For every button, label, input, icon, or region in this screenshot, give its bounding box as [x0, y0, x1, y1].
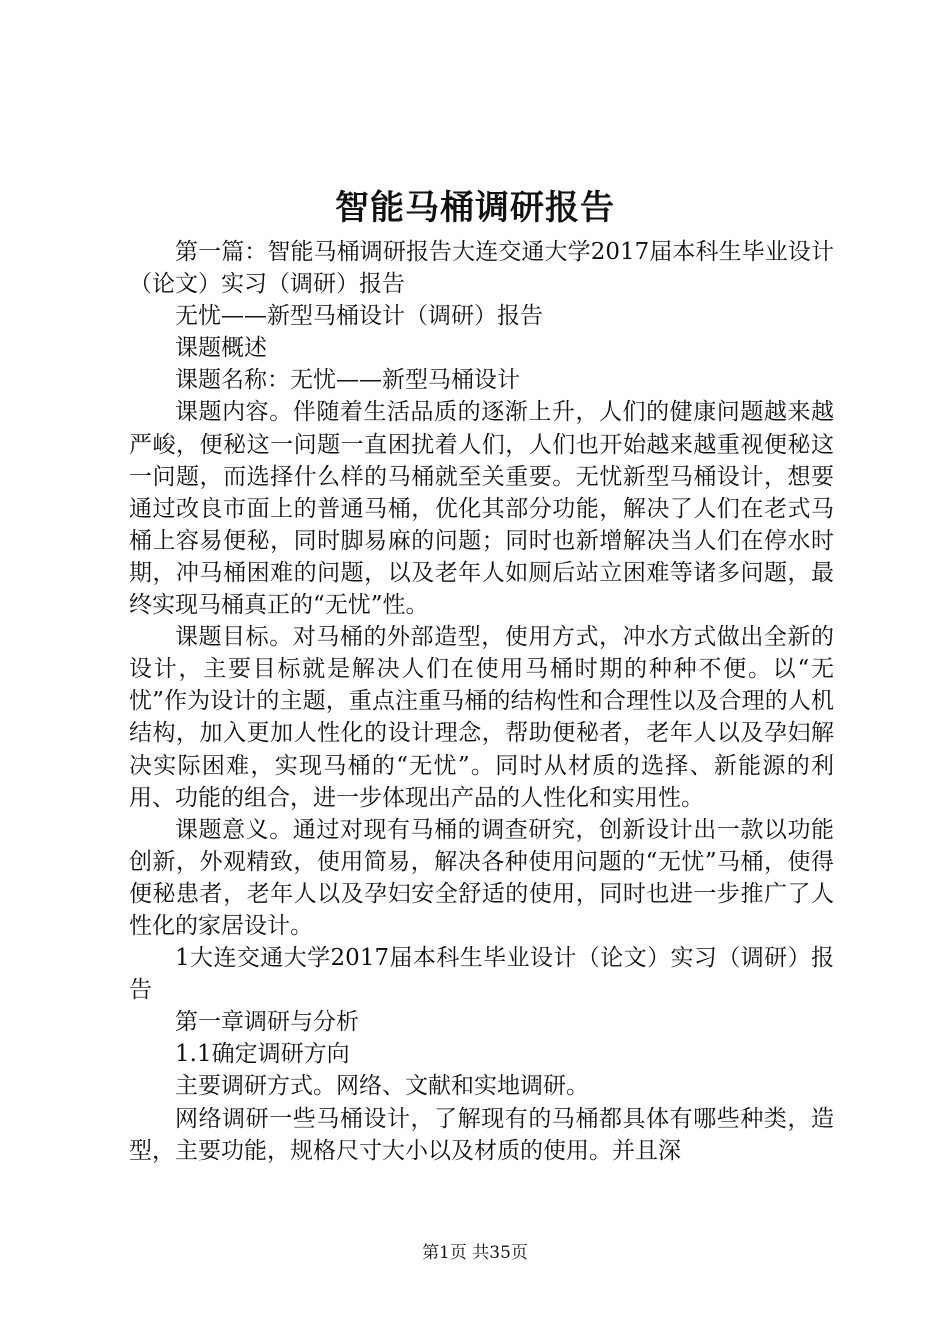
page-footer: 第1页 共35页 — [422, 1243, 528, 1263]
document-title: 智能马桶调研报告 — [335, 188, 615, 228]
paragraph: 课题概述 — [175, 335, 267, 362]
paragraph: 第一章调研与分析 — [175, 1009, 359, 1036]
paragraph: 课题意义。通过对现有马桶的调查研究，创新设计出一款以功能创新，外观精致，使用简易，解决各种使用问题的“无忧”马桶，使得便秘患者，老年人以及孕妇安全舒适的使用，同时也进一步推广了人性化的家居设计。 — [129, 816, 834, 939]
paragraph: 课题目标。对马桶的外部造型，使用方式，冲水方式做出全新的设计，主要目标就是解决人们在使用马桶时期的种种不便。以“无忧”作为设计的主题，重点注重马桶的结构性和合理性以及合理的人机结构，加入更加人性化的设计理念，帮助便秘者，老年人以及孕妇解决实际困难，实现马桶的“无忧”。同时从材质的选择、新能源的利用、功能的组合，进一步体现出产品的人性化和实用性。 — [129, 624, 834, 811]
paragraph: 无忧——新型马桶设计（调研）报告 — [175, 303, 543, 330]
paragraph: 1.1确定调研方向 — [175, 1041, 350, 1068]
paragraph: 主要调研方式。网络、文献和实地调研。 — [175, 1073, 589, 1100]
paragraph: 课题内容。伴随着生活品质的逐渐上升，人们的健康问题越来越严峻，便秘这一问题一直困扰着人们，人们也开始越来越重视便秘这一问题，而选择什么样的马桶就至关重要。无忧新型马桶设计，想要通过改良市面上的普通马桶，优化其部分功能，解决了人们在老式马桶上容易便秘，同时脚易麻的问题；同时也新增解决当人们在停水时期，冲马桶困难的问题，以及老年人如厕后站立困难等诸多问题，最终实现马桶真正的“无忧”性。 — [129, 399, 834, 619]
paragraph: 第一篇：智能马桶调研报告大连交通大学2017届本科生毕业设计（论文）实习（调研）报告 — [129, 239, 834, 298]
paragraph: 课题名称：无忧——新型马桶设计 — [175, 367, 520, 394]
document-body — [129, 236, 834, 1167]
paragraph: 网络调研一些马桶设计，了解现有的马桶都具体有哪些种类，造型，主要功能，规格尺寸大小以及材质的使用。并且深 — [129, 1105, 834, 1164]
paragraph: 1大连交通大学2017届本科生毕业设计（论文）实习（调研）报告 — [129, 945, 834, 1004]
